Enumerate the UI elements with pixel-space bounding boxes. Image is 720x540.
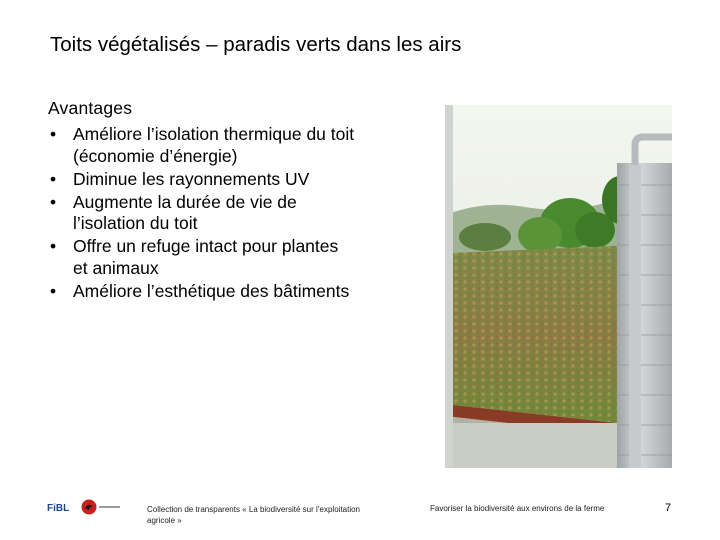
list-item	[48, 192, 418, 235]
list-item	[48, 236, 418, 279]
bullet-text-line: (économie d’énergie)	[73, 145, 238, 166]
section-heading: Avantages	[48, 98, 133, 118]
slide-title: Toits végétalisés – paradis verts dans les airs	[50, 33, 462, 56]
bullet-marker: •	[50, 168, 57, 189]
page-number: 7	[665, 502, 672, 514]
bullet-text-line: l’isolation du toit	[73, 213, 198, 233]
footer-subject: Favoriser la biodiversité aux environs de la ferme	[430, 504, 605, 513]
bullet-text-line: Augmente la durée de vie de	[73, 191, 297, 212]
list-item	[48, 281, 418, 303]
advantages-list	[48, 124, 418, 304]
bullet-marker: •	[50, 236, 57, 256]
bullet-marker: •	[50, 280, 57, 301]
list-item	[48, 124, 418, 167]
list-item	[48, 169, 418, 191]
footer-caption	[147, 504, 412, 526]
green-roof-photo	[445, 105, 672, 468]
bullet-text-line: Améliore l’isolation thermique du toit	[73, 124, 355, 144]
bullet-text-line: Améliore l’esthétique des bâtiments	[73, 280, 350, 301]
bullet-text-line: et animaux	[73, 257, 159, 278]
bullet-marker: •	[50, 191, 57, 212]
bullet-text-line: Diminue les rayonnements UV	[73, 168, 310, 189]
footer-caption-line: Collection de transparents « La biodiversité sur l’exploitation	[147, 505, 361, 514]
bullet-text-line: Offre un refuge intact pour plantes	[73, 236, 339, 256]
fibl-logo: FiBL	[47, 503, 70, 514]
footer-caption-line: agricole »	[147, 516, 182, 525]
bullet-marker: •	[50, 124, 57, 144]
bird-logo-icon	[80, 498, 122, 521]
